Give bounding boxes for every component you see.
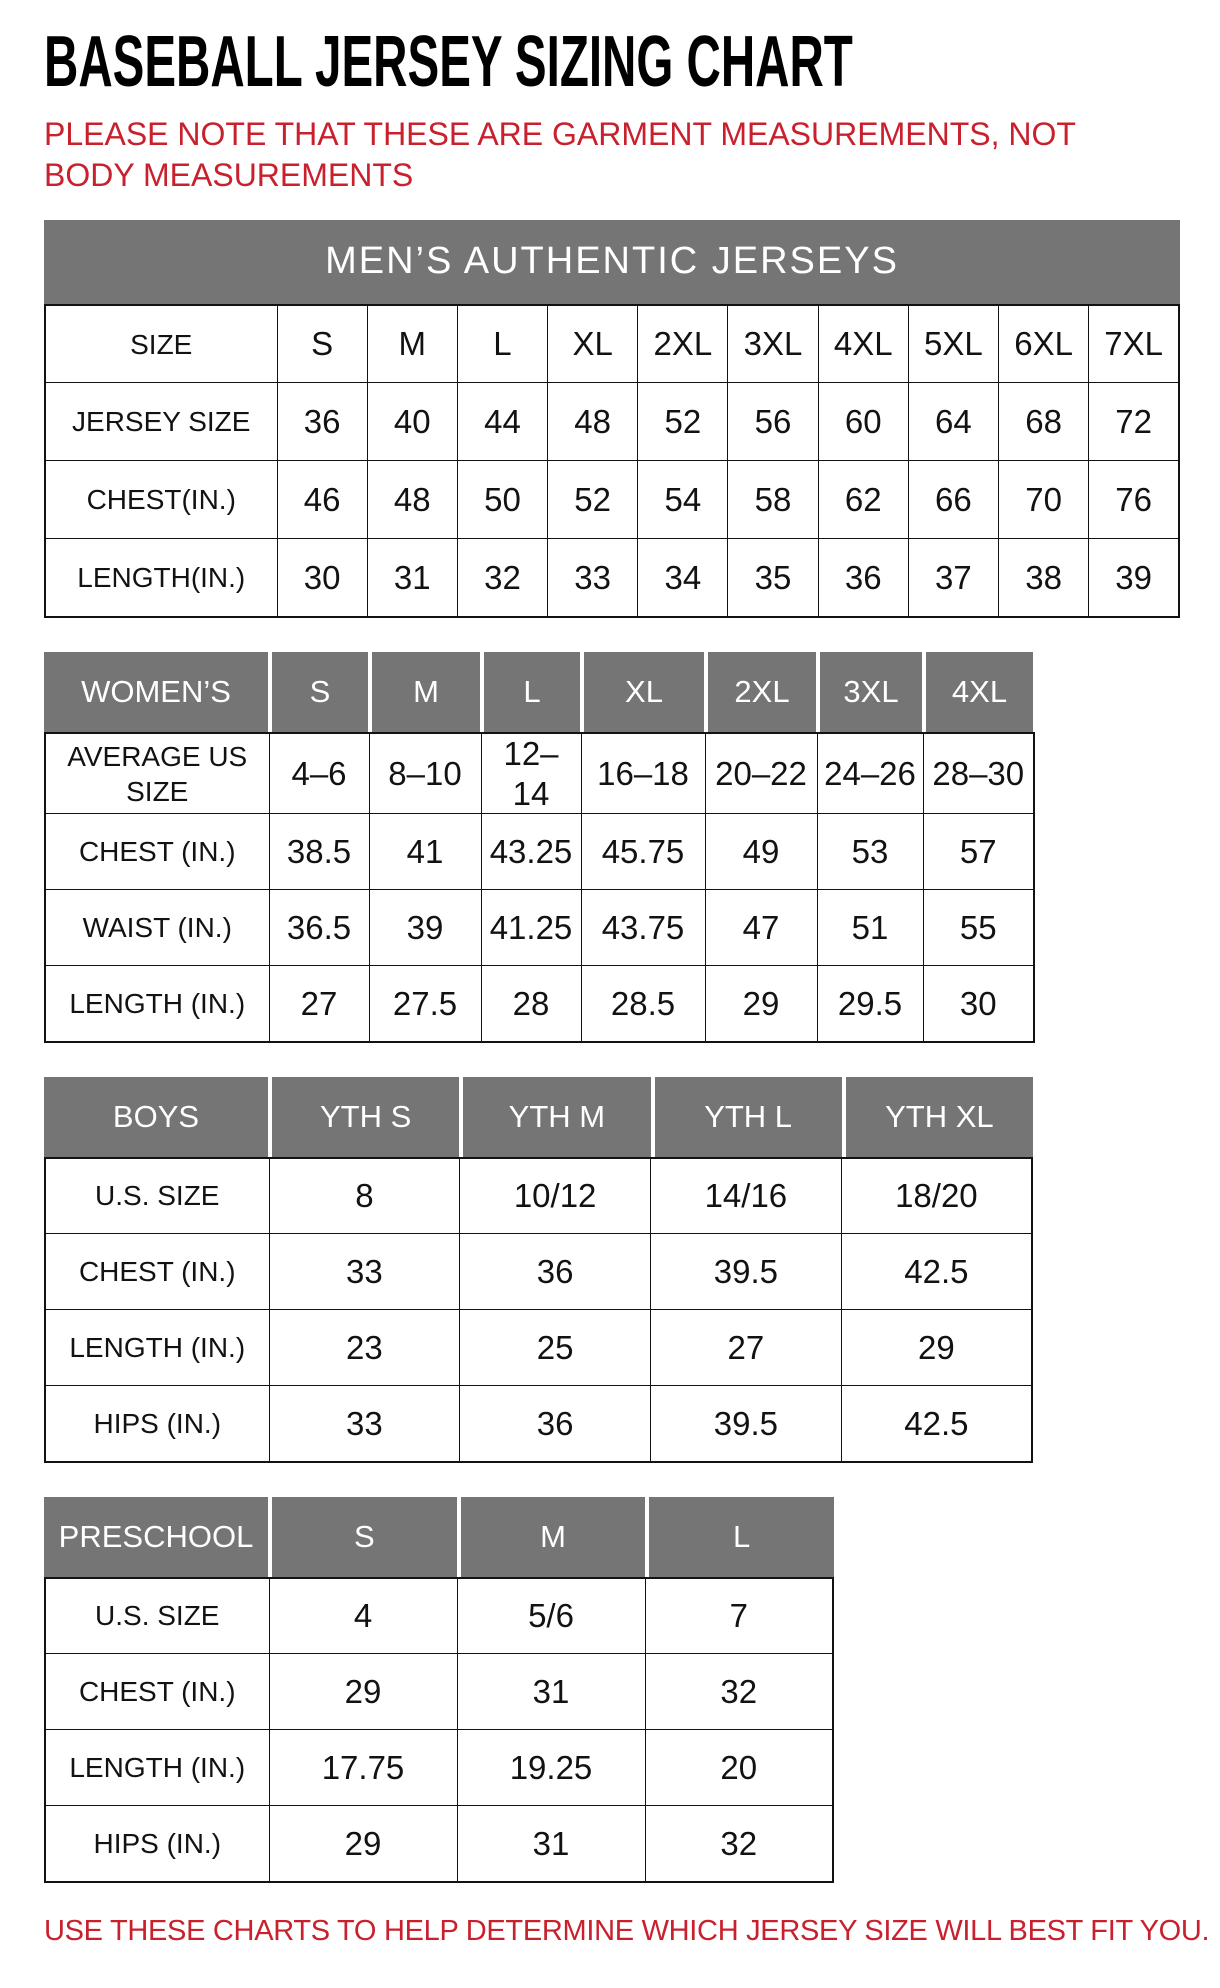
- value-cell: 66: [908, 461, 998, 539]
- womens-header-row: [44, 652, 1033, 732]
- value-cell: 12–14: [481, 733, 581, 814]
- value-cell: 42.5: [841, 1234, 1032, 1310]
- table-row: [45, 305, 1179, 383]
- table-row: [45, 539, 1179, 617]
- row-label-cell: SIZE: [45, 305, 277, 383]
- value-cell: 30: [277, 539, 367, 617]
- preschool-table-section: [44, 1497, 1180, 1883]
- table-row: [45, 814, 1034, 890]
- preschool-header-row: [44, 1497, 834, 1577]
- value-cell: 29: [705, 966, 817, 1042]
- value-cell: 28: [481, 966, 581, 1042]
- row-label-cell: JERSEY SIZE: [45, 383, 277, 461]
- table-row: [45, 1158, 1032, 1234]
- value-cell: 37: [908, 539, 998, 617]
- value-cell: 4: [269, 1578, 457, 1654]
- header-size-cell: L: [480, 652, 580, 732]
- header-label-cell: PRESCHOOL: [44, 1497, 268, 1577]
- boys-size-table: [44, 1157, 1033, 1463]
- header-size-cell: XL: [580, 652, 704, 732]
- value-cell: 36: [818, 539, 908, 617]
- value-cell: 52: [638, 383, 728, 461]
- value-cell: 51: [817, 890, 923, 966]
- value-cell: 4–6: [269, 733, 369, 814]
- preschool-size-table: [44, 1577, 834, 1883]
- row-label-cell: CHEST (IN.): [45, 814, 269, 890]
- value-cell: 42.5: [841, 1386, 1032, 1462]
- value-cell: 33: [548, 539, 638, 617]
- value-cell: 6XL: [999, 305, 1089, 383]
- row-label-cell: AVERAGE US SIZE: [45, 733, 269, 814]
- value-cell: 31: [457, 1806, 645, 1882]
- header-size-cell: S: [268, 652, 368, 732]
- value-cell: 35: [728, 539, 818, 617]
- value-cell: 47: [705, 890, 817, 966]
- value-cell: 53: [817, 814, 923, 890]
- value-cell: 29: [269, 1654, 457, 1730]
- value-cell: 40: [367, 383, 457, 461]
- value-cell: 44: [457, 383, 547, 461]
- value-cell: 5/6: [457, 1578, 645, 1654]
- table-row: [45, 1386, 1032, 1462]
- value-cell: 38.5: [269, 814, 369, 890]
- value-cell: 34: [638, 539, 728, 617]
- value-cell: 43.25: [481, 814, 581, 890]
- footer-note: USE THESE CHARTS TO HELP DETERMINE WHICH JERSEY SIZE WILL BEST FIT YOU.: [44, 1914, 1210, 1947]
- row-label-cell: LENGTH (IN.): [45, 966, 269, 1042]
- value-cell: 68: [999, 383, 1089, 461]
- value-cell: 23: [269, 1310, 460, 1386]
- value-cell: 14/16: [651, 1158, 842, 1234]
- value-cell: L: [457, 305, 547, 383]
- value-cell: 7XL: [1089, 305, 1179, 383]
- value-cell: 33: [269, 1234, 460, 1310]
- page-title: BASEBALL JERSEY SIZING CHART: [44, 26, 853, 102]
- header-size-cell: 2XL: [704, 652, 816, 732]
- value-cell: 29: [841, 1310, 1032, 1386]
- row-label-cell: CHEST (IN.): [45, 1234, 269, 1310]
- table-row: [45, 1234, 1032, 1310]
- mens-size-table: [44, 304, 1180, 618]
- value-cell: 18/20: [841, 1158, 1032, 1234]
- value-cell: M: [367, 305, 457, 383]
- value-cell: 8: [269, 1158, 460, 1234]
- value-cell: 19.25: [457, 1730, 645, 1806]
- womens-size-table: [44, 732, 1035, 1043]
- value-cell: 49: [705, 814, 817, 890]
- value-cell: 25: [460, 1310, 651, 1386]
- value-cell: 16–18: [581, 733, 705, 814]
- value-cell: 72: [1089, 383, 1179, 461]
- table-row: [45, 890, 1034, 966]
- value-cell: 36: [460, 1234, 651, 1310]
- value-cell: 55: [923, 890, 1034, 966]
- value-cell: 27.5: [369, 966, 481, 1042]
- value-cell: 39: [369, 890, 481, 966]
- value-cell: 48: [548, 383, 638, 461]
- table-row: [45, 1806, 833, 1882]
- header-size-cell: 4XL: [922, 652, 1033, 732]
- value-cell: 28–30: [923, 733, 1034, 814]
- value-cell: 76: [1089, 461, 1179, 539]
- table-row: [45, 1730, 833, 1806]
- boys-header-row: [44, 1077, 1033, 1157]
- value-cell: 32: [457, 539, 547, 617]
- table-row: [45, 733, 1034, 814]
- header-label-cell: BOYS: [44, 1077, 268, 1157]
- header-size-cell: YTH S: [268, 1077, 459, 1157]
- table-row: [45, 383, 1179, 461]
- value-cell: 28.5: [581, 966, 705, 1042]
- value-cell: 62: [818, 461, 908, 539]
- value-cell: 32: [645, 1654, 833, 1730]
- table-row: [45, 966, 1034, 1042]
- header-size-cell: YTH L: [651, 1077, 842, 1157]
- value-cell: 3XL: [728, 305, 818, 383]
- value-cell: 48: [367, 461, 457, 539]
- header-size-cell: YTH XL: [842, 1077, 1033, 1157]
- value-cell: 36: [460, 1386, 651, 1462]
- value-cell: 57: [923, 814, 1034, 890]
- table-row: [45, 1654, 833, 1730]
- table-row: [45, 1310, 1032, 1386]
- value-cell: 20: [645, 1730, 833, 1806]
- value-cell: 39.5: [651, 1234, 842, 1310]
- value-cell: 41.25: [481, 890, 581, 966]
- value-cell: 50: [457, 461, 547, 539]
- header-label-cell: WOMEN’S: [44, 652, 268, 732]
- title-wrap: [44, 26, 1180, 102]
- value-cell: 60: [818, 383, 908, 461]
- value-cell: 10/12: [460, 1158, 651, 1234]
- value-cell: 56: [728, 383, 818, 461]
- table-row: [45, 461, 1179, 539]
- row-label-cell: CHEST (IN.): [45, 1654, 269, 1730]
- value-cell: 27: [651, 1310, 842, 1386]
- value-cell: XL: [548, 305, 638, 383]
- mens-table-section: [44, 220, 1180, 618]
- value-cell: 2XL: [638, 305, 728, 383]
- value-cell: 27: [269, 966, 369, 1042]
- header-size-cell: YTH M: [459, 1077, 650, 1157]
- value-cell: 54: [638, 461, 728, 539]
- value-cell: 32: [645, 1806, 833, 1882]
- value-cell: 4XL: [818, 305, 908, 383]
- value-cell: 46: [277, 461, 367, 539]
- mens-table-banner: MEN’S AUTHENTIC JERSEYS: [44, 220, 1180, 304]
- header-size-cell: M: [457, 1497, 646, 1577]
- value-cell: 29: [269, 1806, 457, 1882]
- value-cell: 20–22: [705, 733, 817, 814]
- value-cell: 64: [908, 383, 998, 461]
- value-cell: 45.75: [581, 814, 705, 890]
- value-cell: 39: [1089, 539, 1179, 617]
- value-cell: 31: [367, 539, 457, 617]
- row-label-cell: LENGTH(IN.): [45, 539, 277, 617]
- value-cell: 7: [645, 1578, 833, 1654]
- boys-table-section: [44, 1077, 1180, 1463]
- header-size-cell: L: [645, 1497, 834, 1577]
- row-label-cell: WAIST (IN.): [45, 890, 269, 966]
- row-label-cell: HIPS (IN.): [45, 1806, 269, 1882]
- value-cell: S: [277, 305, 367, 383]
- value-cell: 70: [999, 461, 1089, 539]
- table-row: [45, 1578, 833, 1654]
- value-cell: 58: [728, 461, 818, 539]
- value-cell: 31: [457, 1654, 645, 1730]
- value-cell: 33: [269, 1386, 460, 1462]
- header-size-cell: S: [268, 1497, 457, 1577]
- value-cell: 29.5: [817, 966, 923, 1042]
- row-label-cell: LENGTH (IN.): [45, 1310, 269, 1386]
- value-cell: 38: [999, 539, 1089, 617]
- row-label-cell: HIPS (IN.): [45, 1386, 269, 1462]
- garment-measurement-note: PLEASE NOTE THAT THESE ARE GARMENT MEASUREMENTS, NOT BODY MEASUREMENTS: [44, 116, 1076, 193]
- header-size-cell: M: [368, 652, 480, 732]
- row-label-cell: U.S. SIZE: [45, 1158, 269, 1234]
- womens-table-section: [44, 652, 1180, 1043]
- row-label-cell: CHEST(IN.): [45, 461, 277, 539]
- header-size-cell: 3XL: [816, 652, 922, 732]
- value-cell: 8–10: [369, 733, 481, 814]
- row-label-cell: LENGTH (IN.): [45, 1730, 269, 1806]
- value-cell: 43.75: [581, 890, 705, 966]
- row-label-cell: U.S. SIZE: [45, 1578, 269, 1654]
- value-cell: 52: [548, 461, 638, 539]
- value-cell: 36.5: [269, 890, 369, 966]
- value-cell: 41: [369, 814, 481, 890]
- value-cell: 24–26: [817, 733, 923, 814]
- value-cell: 39.5: [651, 1386, 842, 1462]
- value-cell: 36: [277, 383, 367, 461]
- value-cell: 30: [923, 966, 1034, 1042]
- value-cell: 17.75: [269, 1730, 457, 1806]
- value-cell: 5XL: [908, 305, 998, 383]
